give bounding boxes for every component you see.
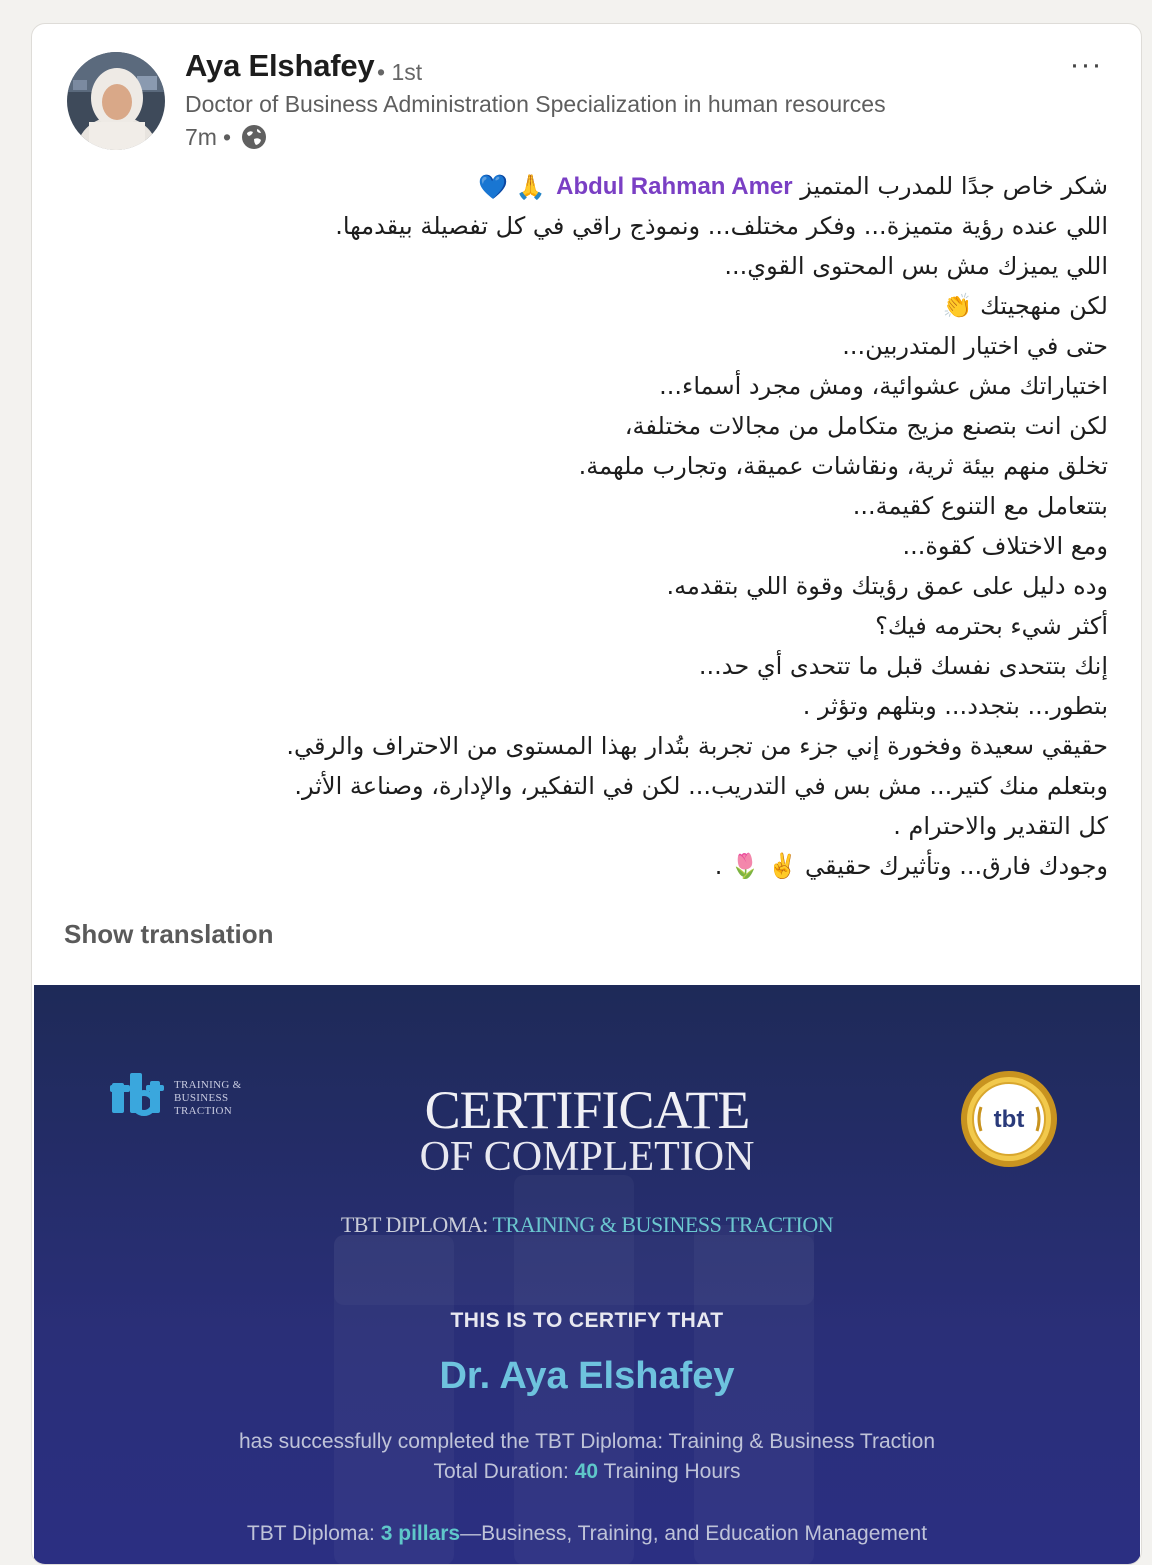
post-line: بتتعامل مع التنوع كقيمة...	[852, 492, 1108, 520]
post-line: إنك بتتحدى نفسك قبل ما تتحدى أي حد...	[698, 652, 1108, 680]
certificate-subtitle	[34, 1212, 1140, 1238]
certificate-image[interactable]	[34, 985, 1140, 1565]
post-line: بتطور... بتجدد... وبتلهم وتؤثر .	[802, 692, 1108, 720]
pray-heart-emoji: 🙏 💙	[478, 173, 546, 201]
post-body	[148, 166, 1108, 886]
post-line: ومع الاختلاف كقوة...	[902, 532, 1108, 560]
connection-degree: • 1st	[377, 59, 423, 85]
post-line: لكن انت بتصنع مزيج متكامل من مجالات مختلفة،	[624, 412, 1108, 440]
logo-text: TRAINING & BUSINESS TRACTION	[174, 1079, 242, 1117]
duration-unit: Training Hours	[598, 1460, 741, 1483]
completion-text: has successfully completed the TBT Diploma: Training & Business Traction	[238, 1430, 936, 1453]
post-line: اختياراتك مش عشوائية، ومش مجرد أسماء...	[659, 372, 1108, 400]
certificate-description	[224, 1427, 950, 1487]
post-line: أكثر شيء بحترمه فيك؟	[875, 612, 1108, 640]
post-line: حقيقي سعيدة وفخورة إني جزء من تجربة بتُدار بهذا المستوى من الاحتراف والرقي.	[286, 732, 1108, 760]
meta-dot: •	[222, 123, 232, 150]
post-line: اللي عنده رؤية متميزة... وفكر مختلف... ونموذج راقي في كل تفصيلة بيقدمها.	[335, 212, 1108, 240]
post-card	[31, 23, 1142, 1565]
author-name[interactable]: Aya Elshafey	[185, 48, 375, 83]
seal-mark: tbt	[993, 1106, 1025, 1133]
post-meta	[185, 122, 267, 152]
post-line: اللي يميزك مش بس المحتوى القوي...	[724, 252, 1108, 280]
subtitle-program: TRAINING & BUSINESS TRACTION	[492, 1212, 834, 1237]
mention-link[interactable]: Abdul Rahman Amer	[556, 173, 793, 200]
more-options-button[interactable]: ···	[1069, 48, 1103, 81]
seal-badge-icon	[959, 1069, 1059, 1169]
post-line: وبتعلم منك كتير... مش بس في التدريب... لكن في التفكير، والإدارة، وصناعة الأثر.	[294, 772, 1108, 800]
post-line-1-text: شكر خاص جدًا للمدرب المتميز	[792, 172, 1108, 200]
subtitle-prefix: TBT DIPLOMA:	[340, 1212, 493, 1237]
globe-icon	[241, 124, 267, 150]
post-line: كل التقدير والاحترام .	[893, 812, 1108, 840]
duration-line	[224, 1457, 950, 1487]
post-line: تخلق منهم بيئة ثرية، ونقاشات عميقة، وتجارب ملهمة.	[578, 452, 1108, 480]
author-avatar[interactable]	[67, 52, 165, 150]
pillars-rest: —Business, Training, and Education Management	[460, 1522, 928, 1545]
duration-value: 40	[574, 1460, 599, 1483]
author-headline: Doctor of Business Administration Specialization in human resources	[185, 91, 886, 117]
pillars-line	[34, 1522, 1140, 1546]
post-line: وجودك فارق... وتأثيرك حقيقي ✌️ 🌷 .	[714, 852, 1108, 880]
recipient-name: Dr. Aya Elshafey	[439, 1355, 735, 1397]
post-line: حتى في اختيار المتدربين...	[842, 332, 1108, 360]
duration-label: Total Duration:	[433, 1460, 575, 1483]
post-line: وده دليل على عمق رؤيتك وقوة اللي بتقدمه.	[666, 572, 1108, 600]
avatar-photo	[67, 52, 165, 150]
show-translation-link[interactable]: Show translation	[64, 919, 274, 949]
post-line-1	[148, 166, 1108, 206]
certify-heading: THIS IS TO CERTIFY THAT	[450, 1309, 724, 1332]
post-time[interactable]: 7m	[185, 123, 217, 150]
certificate-title: CERTIFICATE	[424, 1080, 750, 1140]
pillars-label: TBT Diploma:	[246, 1522, 381, 1545]
pillars-value: 3 pillars	[380, 1522, 461, 1545]
post-line: لكن منهجيتك 👏	[942, 292, 1108, 320]
certificate-title-line2: OF COMPLETION	[419, 1134, 755, 1180]
